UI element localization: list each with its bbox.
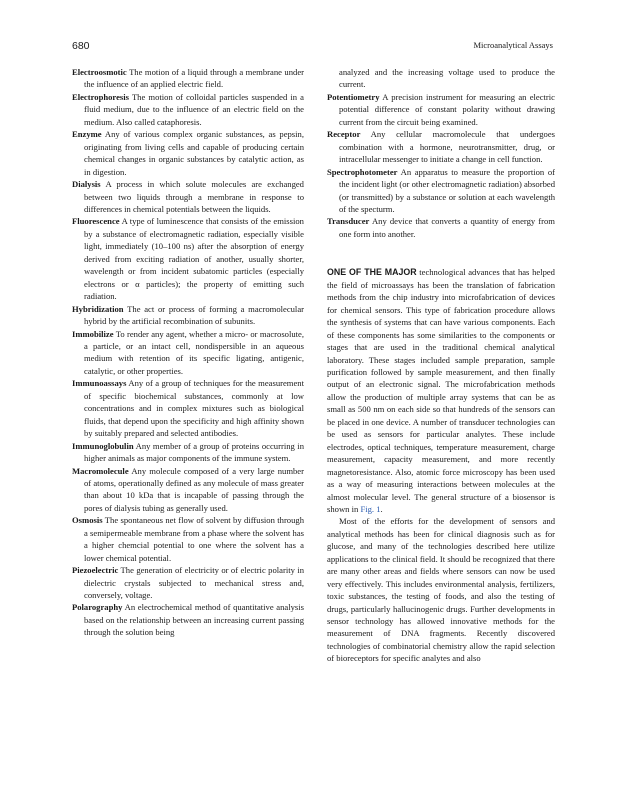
glossary-term: Immobilize: [72, 328, 114, 339]
glossary-definition: A precision instrument for measuring an electric potential difference of constant polarity without drawing current from the circuit being examined.: [339, 91, 555, 127]
glossary-entry: [72, 514, 304, 564]
glossary-entry: [72, 215, 304, 302]
lead-in: ONE OF THE MAJOR: [327, 267, 417, 278]
body-paragraph-1: [327, 266, 555, 515]
glossary-entry: [72, 440, 304, 465]
glossary-term: Spectrophotometer: [327, 166, 398, 177]
glossary-definition: A process in which solute molecules are exchanged between two liquids through a membrane in response to differences in chemical potentials between the liquids.: [84, 179, 304, 214]
glossary-definition: Any of various complex organic substances, as pepsin, originating from living cells and capable of producing certain chemical changes in organic substances by catalytic action, as in digestion.: [84, 129, 304, 177]
glossary-definition: To render any agent, whether a micro- or macrosolute, a particle, or an intact cell, nondispersible in an aqueous medium with retention of its specific ligating, antigenic, catalytic, or other properties.: [84, 328, 305, 376]
left-column: [72, 66, 304, 639]
running-title: Microanalytical Assays: [473, 40, 553, 50]
glossary-entry: [72, 66, 304, 91]
page-number: 680: [72, 40, 90, 52]
glossary-entry: [72, 328, 304, 378]
glossary-definition: An apparatus to measure the proportion of the incident light (or other electromagnetic radiation) absorbed (or transmitted) by a substance or solution at each wavelength of the specturm.: [339, 166, 555, 214]
glossary-definition: The motion of colloidal particles suspended in a fluid medium, due to the influence of an electric field on the medium. Also called cataphoresis.: [84, 91, 304, 127]
glossary-continuation: analyzed and the increasing voltage used to produce the current.: [339, 67, 555, 90]
glossary-term: Macromolecule: [72, 465, 129, 476]
glossary-term: Immunoglobulin: [72, 440, 134, 451]
glossary-definition: Any cellular macromolecule that undergoes combination with a hormone, neurotransmitter, drug, or intracellular messenger to initiate a change in cell function.: [339, 129, 555, 165]
glossary-definition: Any of a group of techniques for the measurement of specific biochemical substances, commonly at low concentrations and in complex mixtures such as biological fluids, that depend upon the specificity and high affinity shown by suitably prepared and selected antibodies.: [84, 378, 304, 439]
glossary-entry: [72, 377, 304, 439]
glossary-list-left: [72, 66, 304, 639]
glossary-entry: [327, 128, 555, 165]
glossary-entry: [327, 166, 555, 216]
glossary-entry: [72, 601, 304, 638]
glossary-definition: An electrochemical method of quantitative analysis based on the relationship between an increasing current passing through the solution being: [84, 602, 304, 638]
glossary-term: Dialysis: [72, 179, 101, 190]
glossary-term: Piezoelectric: [72, 565, 119, 576]
glossary-entry: [72, 303, 304, 328]
glossary-definition: Any member of a group of proteins occurring in higher animals as major components of the immune system.: [84, 440, 304, 464]
glossary-term: Hybridization: [72, 303, 124, 314]
body-paragraph-2: Most of the efforts for the development of sensors and analytical methods has been for clinical diagnosis such as for glucose, and many of the technologies described here utilize applications to the clinical field. It should be recognized that there are many other areas and fields where sensors can now be used very effectively. This includes environmental analysis, fertilizers, toxic substances, the testing of foods, and also the testing of drugs, particularly hallucinogenic drugs. Further developments in sensor technology has allowed innovative methods for the measurement of DNA fragments. Recently discovered technologies of combinatorial chemistry allow the rapid selection of bioreceptors for specific analytes and also: [327, 516, 555, 664]
glossary-term: Enzyme: [72, 129, 102, 140]
glossary-entry: [327, 91, 555, 128]
glossary-term: Electrophoresis: [72, 91, 129, 102]
page-header: [72, 40, 553, 54]
glossary-definition: The act or process of forming a macromolecular hybrid by the artificial recombination of subunits.: [84, 303, 304, 327]
paragraph-1-end: .: [380, 503, 383, 514]
glossary-term: Electroosmotic: [72, 67, 127, 77]
figure-reference-link[interactable]: Fig. 1: [360, 503, 381, 514]
paragraph-1-text: technological advances that has helped the field of microassays has been the translation of fabrication methods from the chip industry into microfabrication of devices for chemical sensors. This type of fabrication procedure allows the synthesis of systems that can have various components. Each of these components has some similarities to the components or stages that are used in the traditional chemical analytical laboratory. These stages included sample preparation, sample purification followed by sample measurement, and then finally output of an electronic signal. The microfabrication methods allow the production of multiple array systems that can be as small as 500 nm on each side so that hundreds of the sensors can be placed in one device. A number of transducer technologies can be used as sensors for particular analytes. These include electrodes, optical techniques, temperature measurement, charge measurement, capacity measurement, and more recently magnetoresistance. Also, atomic force microscopy has been used as a way of measuring interactions between molecules at the almost molecular level. The general structure of a biosensor is shown in: [327, 267, 555, 514]
right-column: [327, 66, 555, 665]
glossary-definition: The spontaneous net flow of solvent by diffusion through a semipermeable membrane from a phase where the solvent has a higher chemcial potential to one where the solvent has a lower chemical potential.: [84, 515, 304, 563]
glossary-term: Fluorescence: [72, 216, 120, 227]
glossary-entry: [72, 178, 304, 215]
glossary-definition: The generation of electricity or of electric polarity in dielectric crystals subjected to mechanical stress and, conversely, voltage.: [84, 565, 304, 601]
glossary-term: Polarography: [72, 602, 123, 613]
glossary-term: Osmosis: [72, 515, 103, 526]
glossary-entry: [72, 465, 304, 515]
glossary-entry: [327, 215, 555, 240]
glossary-definition: The motion of a liquid through a membrane under the influence of an applied electric field.: [84, 67, 304, 90]
glossary-list-right: [327, 91, 555, 240]
glossary-definition: Any molecule composed of a very large number of atoms, operationally defined as any molecule of mass greater than about 10 kDa that is incapable of passing through the pores of dialysis tubing as generally used.: [84, 465, 304, 513]
glossary-definition: A type of luminescence that consists of the emission by a substance of electromagnetic radiation, especially visible light, immediately (10–100 ns) after the absorption of energy derived from exciting radiation of another, usually shorter, wavelength or from incident subatomic particles (especially electrons or α particles); the property of emitting such radiation.: [84, 216, 304, 302]
glossary-term: Transducer: [327, 216, 370, 227]
glossary-term: Potentiometry: [327, 91, 380, 102]
glossary-entry: [72, 128, 304, 178]
glossary-entry: [72, 564, 304, 601]
glossary-term: Receptor: [327, 129, 361, 140]
glossary-term: Immunoassays: [72, 378, 127, 389]
glossary-entry: [72, 91, 304, 128]
glossary-definition: Any device that converts a quantity of energy from one form into another.: [339, 216, 555, 239]
